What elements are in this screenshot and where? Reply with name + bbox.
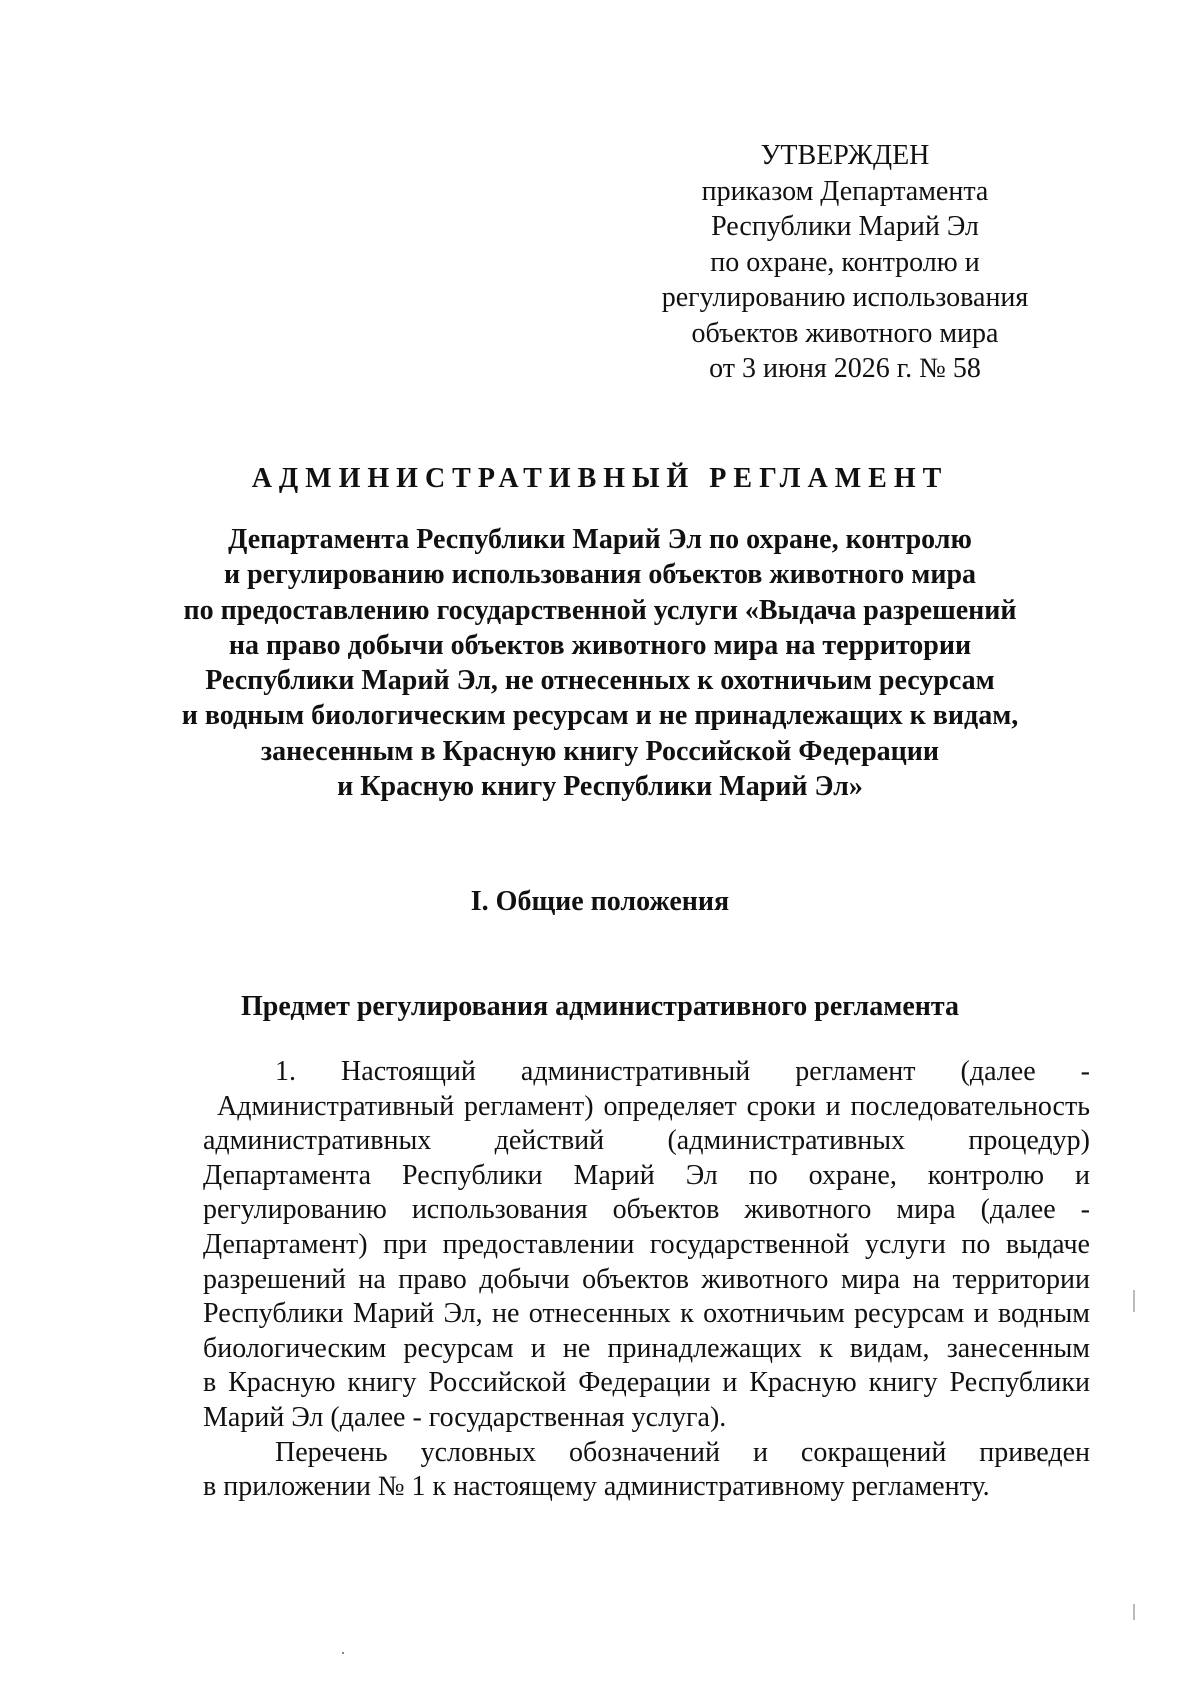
paragraph-line: Департамент) при предоставлении государственной услуги по выдаче <box>203 1228 1090 1260</box>
scan-edge-mark <box>1133 1604 1135 1620</box>
paragraph-line: биологическим ресурсам и не принадлежащих к видам, занесенным <box>203 1332 1090 1364</box>
paragraph-line: Департамента Республики Марий Эл по охране, контролю и <box>203 1159 1090 1191</box>
paragraph-line: Административный регламент) определяет сроки и последовательность <box>217 1090 1090 1122</box>
approval-line: объектов животного мира <box>691 317 999 349</box>
paragraph-line: Перечень условных обозначений и сокращений приведен <box>275 1436 1090 1468</box>
document-subtitle <box>150 522 1050 804</box>
paragraph-line: в приложении № 1 к настоящему административному регламенту. <box>203 1471 990 1503</box>
scan-speck <box>342 1652 344 1654</box>
paragraph-line: 1. Настоящий административный регламент (далее - <box>275 1056 1090 1087</box>
document-title: АДМИНИСТРАТИВНЫЙ РЕГЛАМЕНТ <box>251 463 949 494</box>
approval-line: Республики Марий Эл <box>711 211 979 242</box>
section-heading: I. Общие положения <box>470 886 730 917</box>
approval-line: по охране, контролю и <box>710 246 980 278</box>
scan-edge-mark <box>1133 1290 1135 1312</box>
approval-line: приказом Департамента <box>701 175 989 207</box>
subtitle-line: и водным биологическим ресурсам и не принадлежащих к видам, <box>181 700 1019 732</box>
approval-block <box>620 138 1070 387</box>
paragraph-line: Республики Марий Эл, не отнесенных к охотничьим ресурсам и водным <box>203 1298 1090 1330</box>
approval-line: УТВЕРЖДЕН <box>760 140 930 171</box>
paragraph-line: Марий Эл (далее - государственная услуга). <box>203 1401 727 1433</box>
body-text <box>203 1055 1090 1505</box>
subtitle-line: Республики Марий Эл, не отнесенных к охотничьим ресурсам <box>205 665 995 697</box>
subtitle-line: по предоставлению государственной услуги «Выдача разрешений <box>183 594 1017 626</box>
paragraph-line: в Красную книгу Российской Федерации и Красную книгу Республики <box>203 1367 1090 1399</box>
approval-line: от 3 июня 2026 г. № 58 <box>709 353 981 384</box>
subtitle-line: и Красную книгу Республики Марий Эл» <box>337 771 863 803</box>
subtitle-line: на право добычи объектов животного мира на территории <box>228 629 972 661</box>
subsection-heading: Предмет регулирования административного регламента <box>241 991 959 1022</box>
subtitle-line: Департамента Республики Марий Эл по охране, контролю <box>228 524 972 555</box>
subtitle-line: и регулированию использования объектов животного мира <box>223 559 977 591</box>
paragraph-line: разрешений на право добычи объектов животного мира на территории <box>203 1263 1090 1295</box>
approval-line: регулированию использования <box>661 282 1029 313</box>
paragraph-line: регулированию использования объектов животного мира (далее - <box>203 1194 1090 1226</box>
subtitle-line: занесенным в Красную книгу Российской Федерации <box>260 735 940 767</box>
paragraph-line: административных действий (административных процедур) <box>203 1125 1090 1157</box>
